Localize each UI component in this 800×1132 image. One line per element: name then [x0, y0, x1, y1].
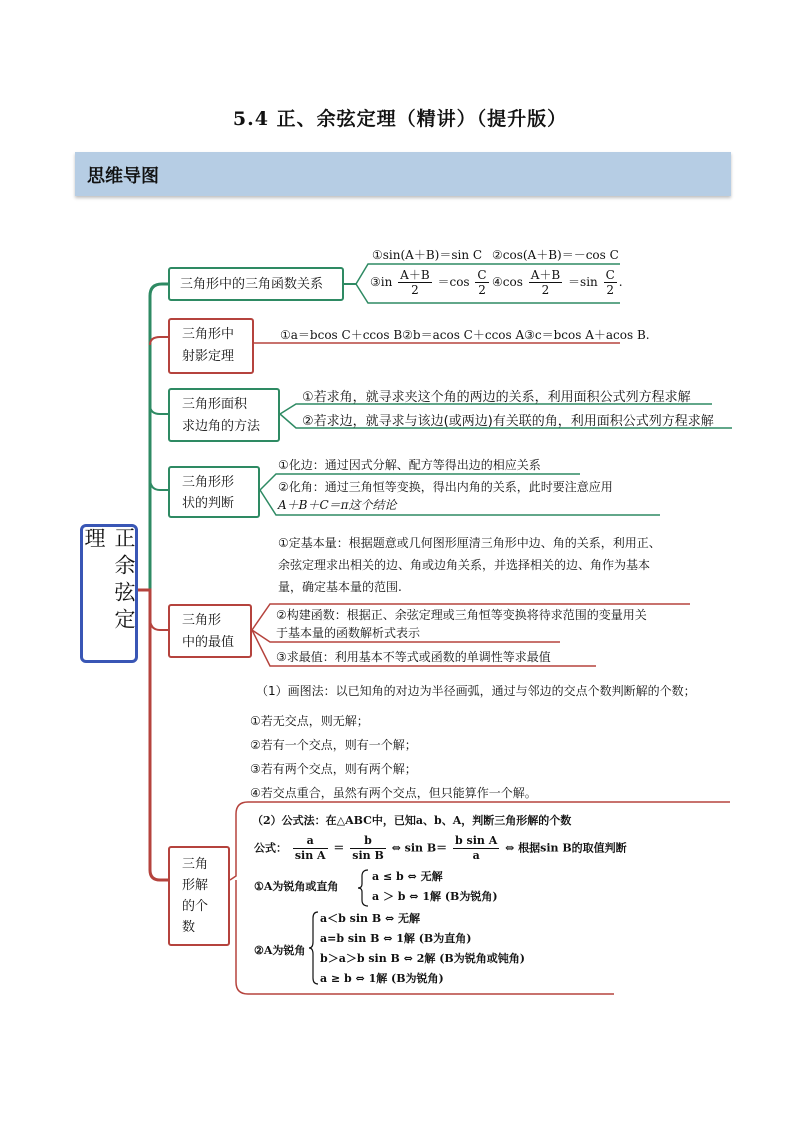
acute-brace-icon — [356, 868, 370, 908]
node-shape-label-2: 状的判断 — [182, 496, 235, 511]
solution-case-1: ①若无交点，则无解； — [250, 714, 369, 728]
extremum-item-2: ②构建函数：根据正、余弦定理或三角恒等变换将待求范围的变量用关 于基本量的函数解析式表示 — [276, 608, 647, 640]
acute-case-label: ①A为锐角或直角 — [254, 880, 339, 893]
extremum-item-1: ①定基本量：根据题意或几何图形厘清三角形中边、角的关系，利用正、 余弦定理求出相关的边、角或边角关系，并选择相关的边、角作为基本 量，确定基本量的范围. — [278, 536, 661, 594]
node-area-method — [168, 388, 280, 442]
shape-item-1: ①化边：通过因式分解、配方等得出边的相应关系 — [278, 458, 541, 472]
node-solution-label-2: 形解 — [182, 878, 209, 893]
trig-formula-2: ②cos(A＋B)＝－cos C — [492, 248, 619, 262]
projection-formula: ①a＝bcos C＋ccos B②b＝acos C＋ccos A③c＝bcos A＋acos B. — [280, 328, 650, 342]
node-solution-count — [168, 846, 230, 946]
obtuse-case-4: a ≥ b ⇔ 1解 (B为锐角) — [320, 972, 444, 985]
node-trig-relations — [168, 267, 344, 301]
obtuse-case-label: ②A为锐角 — [254, 944, 306, 957]
node-projection-theorem — [168, 318, 254, 374]
node-shape-label-1: 三角形形 — [182, 475, 235, 490]
node-area-label-1: 三角形面积 — [182, 397, 248, 412]
solution-case-2: ②若有一个交点，则有一个解； — [250, 738, 417, 752]
area-item-2: ②若求边，就寻求与该边(或两边)有关联的角，利用面积公式列方程求解 — [302, 414, 714, 429]
solution-case-4: ④若交点重合，虽然有两个交点，但只能算作一个解。 — [250, 786, 537, 800]
node-extremum-label-2: 中的最值 — [182, 635, 235, 650]
node-trig-relations-label: 三角形中的三角函数关系 — [180, 277, 324, 292]
node-area-label-2: 求边角的方法 — [182, 419, 261, 434]
trig-formula-3: ③in $\frac{A+B}{2}$ ＝cos $\frac{C}{2}$ — [370, 268, 487, 297]
solution-method-1: （1）画图法：以已知角的对边为半径画弧，通过与邻边的交点个数判断解的个数； — [256, 684, 696, 698]
trig-formula-1: ①sin(A＋B)＝sin C — [372, 248, 483, 262]
root-node — [80, 524, 138, 663]
node-projection-label-1: 三角形中 — [182, 327, 235, 342]
acute-case-2: a ＞ b ⇔ 1解 (B为锐角) — [372, 890, 498, 903]
section-banner-label: 思维导图 — [87, 166, 159, 187]
shape-item-2-line-1: ②化角：通过三角恒等变换，得出内角的关系，此时要注意应用 — [278, 480, 613, 494]
root-node-label: 正余弦定理 — [82, 527, 136, 635]
extremum-item-3: ③求最值：利用基本不等式或函数的单调性等求最值 — [276, 650, 551, 664]
node-solution-label-3: 的个 — [182, 899, 209, 914]
node-solution-label-1: 三角 — [182, 857, 209, 872]
node-extremum-label-1: 三角形 — [182, 613, 222, 628]
acute-case-1: a ≤ b ⇔ 无解 — [372, 870, 443, 883]
page-title: 5.4 正、余弦定理（精讲）（提升版） — [232, 108, 568, 130]
obtuse-case-1: a＜b sin B ⇔ 无解 — [320, 912, 421, 925]
solution-formula: 公式： $\frac{a}{\text{sin A}}$ ＝ $\frac{b}{\text{sin B}}$ ⇔ sin B＝ $\frac{\text{b sin A}}{a}$ ⇔ 根据sin B的取值判断 — [254, 834, 627, 862]
trig-formula-4: ④cos $\frac{A+B}{2}$ ＝sin $\frac{C}{2}$ . — [492, 268, 623, 297]
node-projection-label-2: 射影定理 — [182, 349, 235, 364]
solution-case-3: ③若有两个交点，则有两个解； — [250, 762, 417, 776]
obtuse-brace-icon — [308, 910, 320, 986]
node-extremum — [168, 604, 252, 658]
obtuse-case-3: b＞a＞b sin B ⇔ 2解 (B为锐角或钝角) — [320, 952, 525, 965]
node-solution-label-4: 数 — [182, 920, 196, 935]
obtuse-case-2: a=b sin B ⇔ 1解 (B为直角) — [320, 932, 472, 945]
shape-item-2-line-2: A＋B＋C＝π这个结论 — [278, 498, 397, 512]
solution-method-2: （2）公式法：在△ABC中，已知a、b、A，判断三角形解的个数 — [252, 814, 572, 827]
node-shape-judgment — [168, 466, 260, 518]
area-item-1: ①若求角，就寻求夹这个角的两边的关系，利用面积公式列方程求解 — [302, 390, 691, 405]
